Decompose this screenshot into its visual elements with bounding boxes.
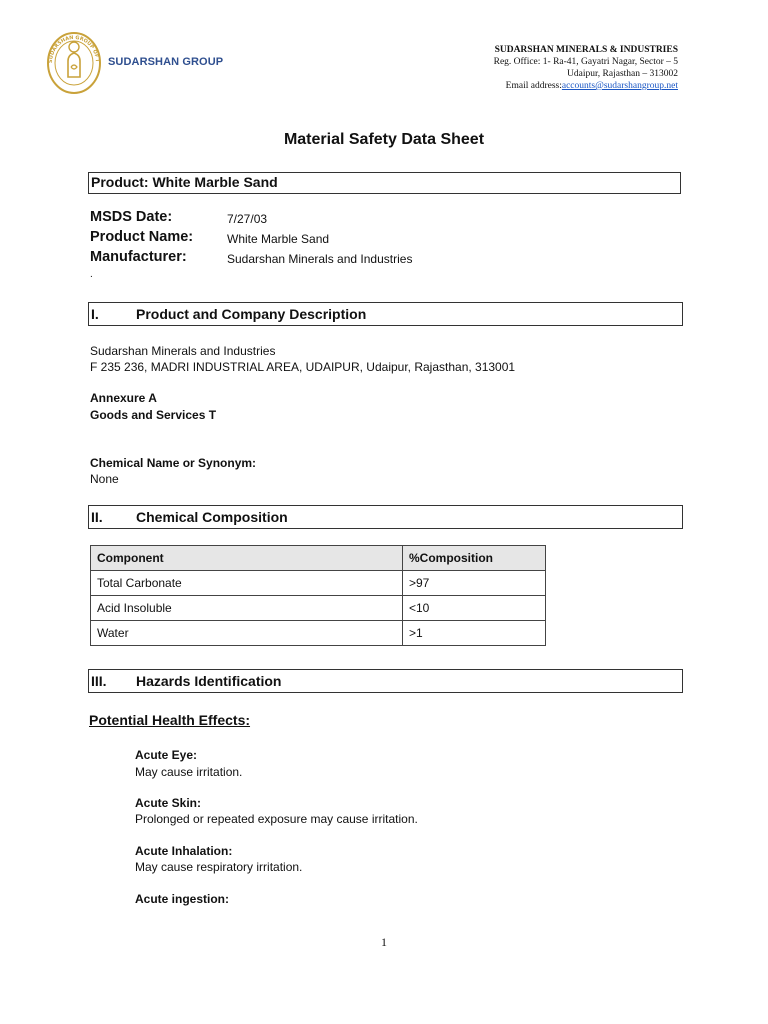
stray-dot: . xyxy=(90,269,93,280)
product-name-value: White Marble Sand xyxy=(227,232,330,246)
acute-skin-label: Acute Skin: xyxy=(135,796,202,810)
city-line: Udaipur, Rajasthan – 313002 xyxy=(567,69,678,79)
acute-eye-label: Acute Eye: xyxy=(135,748,198,762)
header-cell-component: Component xyxy=(91,546,403,571)
table-row xyxy=(91,596,546,621)
section-number: II. xyxy=(91,509,103,525)
msds-date-label: MSDS Date: xyxy=(90,209,173,225)
table-cell: >1 xyxy=(403,621,546,646)
chemical-name-label: Chemical Name or Synonym: xyxy=(90,456,257,470)
sudarshan-emblem-icon xyxy=(44,27,104,97)
table-row xyxy=(91,621,546,646)
svg-text:SUDARSHAN GROUP OF INDUSTRIES: SUDARSHAN GROUP OF I xyxy=(47,34,100,64)
table-header-row xyxy=(91,546,546,571)
chemical-name-value: None xyxy=(90,472,119,486)
section-title: Product and Company Description xyxy=(136,306,367,322)
acute-ingestion-label: Acute ingestion: xyxy=(135,892,230,906)
table-cell: >97 xyxy=(403,571,546,596)
logo-text: SUDARSHAN GROUP xyxy=(108,56,224,68)
table-row xyxy=(91,571,546,596)
section-number: I. xyxy=(91,306,99,322)
section-header-3 xyxy=(88,669,683,693)
section-title: Chemical Composition xyxy=(136,509,288,525)
msds-date-value: 7/27/03 xyxy=(227,212,268,226)
page-number: 1 xyxy=(381,935,387,949)
manufacturer-value: Sudarshan Minerals and Industries xyxy=(227,252,413,266)
product-box: Product: White Marble Sand xyxy=(88,172,681,194)
acute-inhalation-label: Acute Inhalation: xyxy=(135,844,233,858)
email-line xyxy=(494,80,678,92)
email-label: Email address: xyxy=(505,81,562,91)
section-header-2 xyxy=(88,505,683,529)
acute-eye-text: May cause irritation. xyxy=(135,765,243,779)
annexure-label: Annexure A xyxy=(90,391,157,405)
table-cell: <10 xyxy=(403,596,546,621)
table-cell: Total Carbonate xyxy=(91,571,403,596)
email-link[interactable]: accounts@sudarshangroup.net xyxy=(561,81,678,91)
company-name-text: Sudarshan Minerals and Industries xyxy=(90,344,276,358)
table-cell: Acid Insoluble xyxy=(91,596,403,621)
section-title: Hazards Identification xyxy=(136,673,282,689)
product-name-label: Product Name: xyxy=(90,229,194,245)
header-cell-composition: %Composition xyxy=(403,546,546,571)
reg-office: Reg. Office: 1- Ra-41, Gayatri Nagar, Sector – 5 xyxy=(493,57,678,67)
acute-inhalation-text: May cause respiratory irritation. xyxy=(135,860,303,874)
company-address-text: F 235 236, MADRI INDUSTRIAL AREA, UDAIPUR, Udaipur, Rajasthan, 313001 xyxy=(90,360,516,374)
goods-services-label: Goods and Services T xyxy=(90,408,217,422)
table-cell: Water xyxy=(91,621,403,646)
section-number: III. xyxy=(91,673,107,689)
page-title: Material Safety Data Sheet xyxy=(283,131,485,148)
manufacturer-label: Manufacturer: xyxy=(90,249,187,265)
composition-table xyxy=(90,545,546,646)
company-logo xyxy=(44,27,224,97)
company-address-block xyxy=(494,44,678,92)
company-name: SUDARSHAN MINERALS & INDUSTRIES xyxy=(494,45,678,55)
section-header-1 xyxy=(88,302,683,326)
acute-skin-text: Prolonged or repeated exposure may cause irritation. xyxy=(135,812,418,826)
health-effects-title: Potential Health Effects: xyxy=(89,712,251,728)
